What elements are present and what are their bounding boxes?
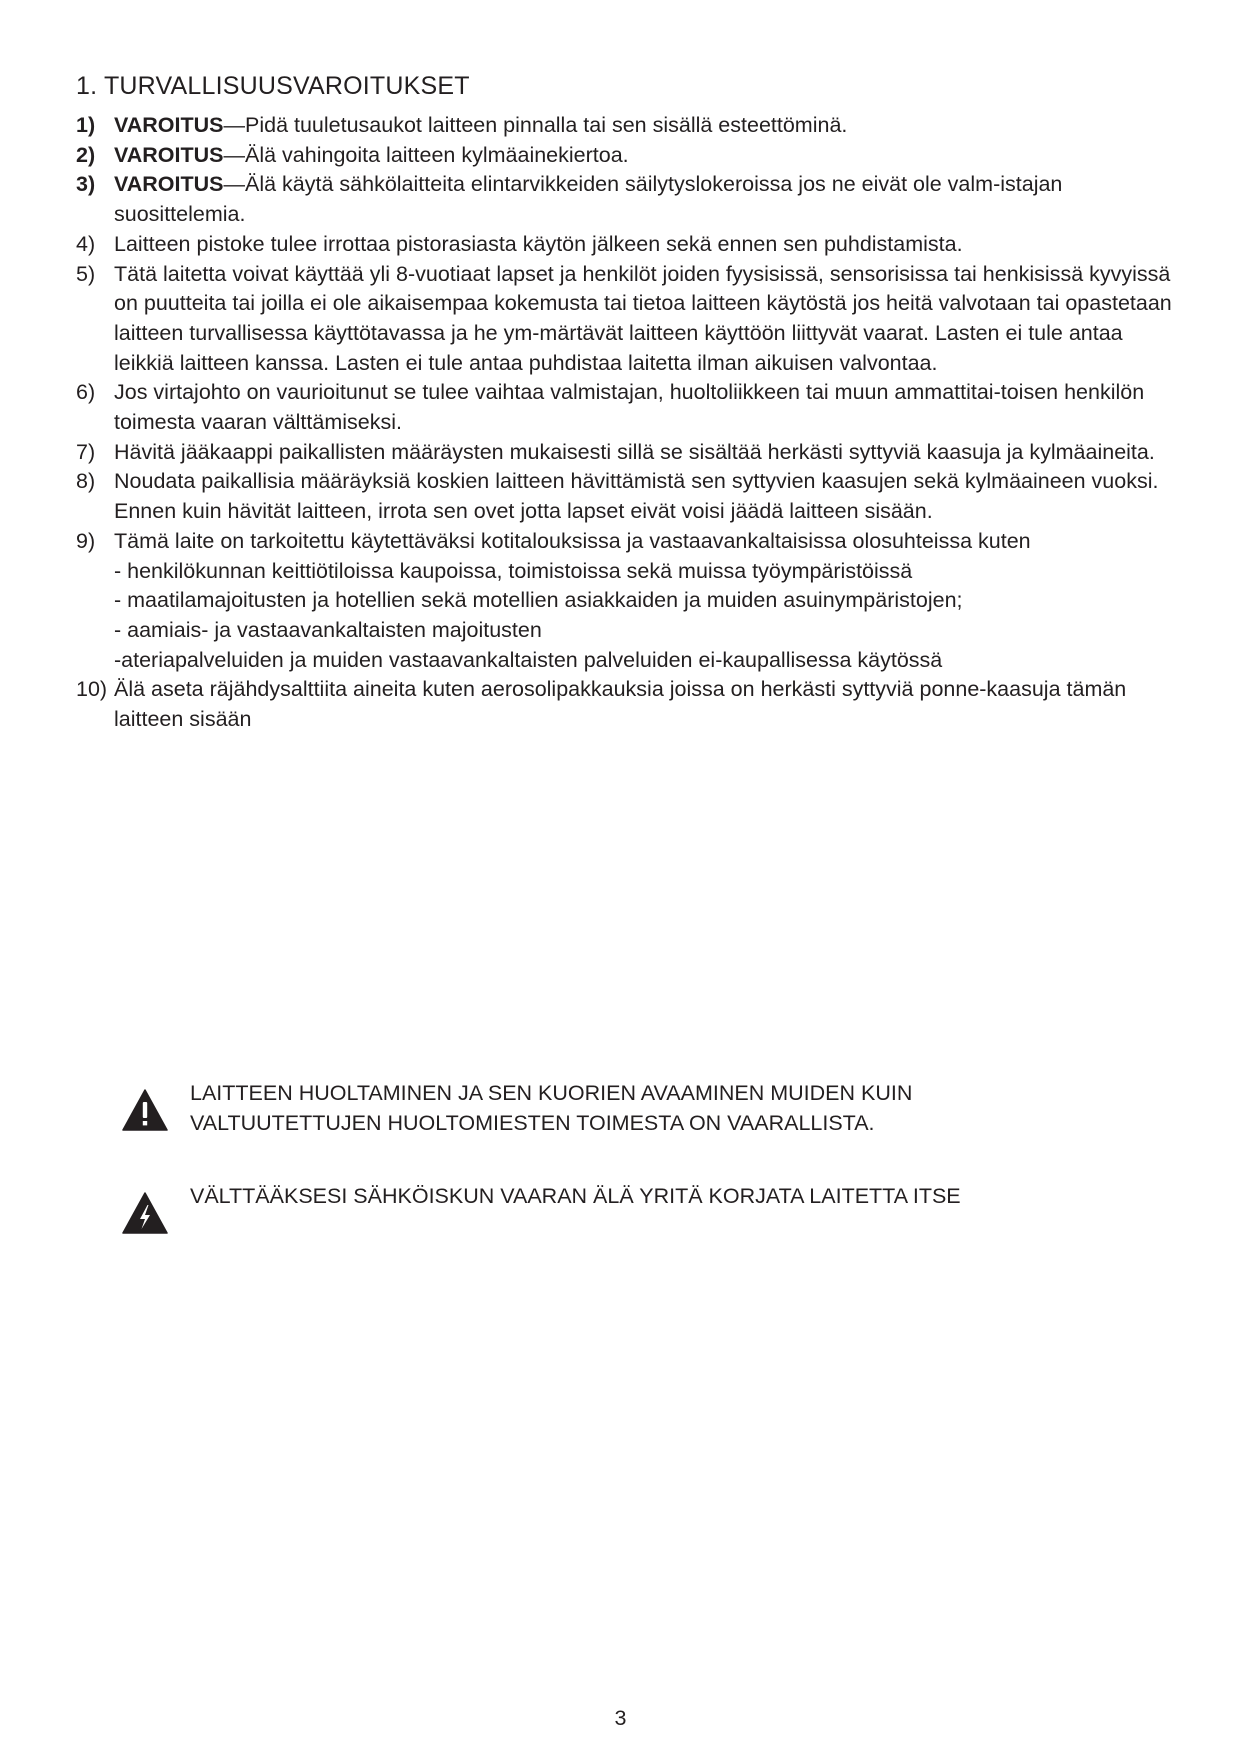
sub-item: - aamiais- ja vastaavankaltaisten majoitusten [114,617,542,642]
item-number: 5) [76,261,96,286]
item-text: Tätä laitetta voivat käyttää yli 8-vuotiaat lapset ja henkilöt joiden fyysisissä, sensorisissa tai henkisissä kyvyissä on puutteita tai joilla ei ole aikaisempaa kokemusta tai tietoa laitteen käytöstä jos heitä valvotaan tai opastetaan laitteen turvallisessa käyttötavassa ja he ym-märtävät laitteen käyttöön liittyvät vaarat. Lasten ei tule antaa leikkiä laitteen kanssa. Lasten ei tule antaa puhdistaa laitetta ilman aikuisen valvontaa. [114,261,1172,375]
list-item [76,260,1176,379]
item-text [114,141,1176,171]
sub-item: - henkilökunnan keittiötiloissa kaupoissa, toimistoissa sekä muissa työympäristöissä [114,558,913,583]
item-number: 1) [76,113,96,137]
page-number: 3 [614,1706,627,1730]
item-text: Hävitä jääkaappi paikallisten määräysten mukaisesti sillä se sisältää herkästi syttyviä kaasuja ja kylmäaineita. [114,439,1155,464]
item-number: 2) [76,142,96,167]
list-item [76,467,1176,526]
electric-shock-notice [122,1181,1122,1234]
electric-shock-warning-icon [122,1192,168,1234]
item-number: 9) [76,528,96,553]
sub-item: - maatilamajoitusten ja hotellien sekä motellien asiakkaiden ja muiden asuinympäristojen; [114,588,963,613]
warning-keyword: VAROITUS [114,172,224,197]
item-text [114,170,1176,229]
item-body: —Älä vahingoita laitteen kylmäainekiertoa. [223,142,629,167]
notice-line: LAITTEEN HUOLTAMINEN JA SEN KUORIEN AVAAMINEN MUIDEN KUIN [190,1081,913,1105]
item-number: 4) [76,231,96,256]
notice-line: VÄLTTÄÄKSESI SÄHKÖISKUN VAARAN ÄLÄ YRITÄ KORJATA LAITETTA ITSE [190,1184,961,1208]
list-item [76,438,1176,468]
notice-line: VALTUUTETTUJEN HUOLTOMIESTEN TOIMESTA ON VAARALLISTA. [190,1111,875,1135]
list-item [76,378,1176,437]
list-item [76,111,1176,141]
item-text [114,111,1176,141]
item-text [114,527,1176,676]
safety-warnings-list [76,111,1176,735]
item-number: 7) [76,439,96,464]
sub-item: -ateriapalveluiden ja muiden vastaavankaltaisten palveluiden ei-kaupallisessa käytössä [114,647,943,672]
warning-keyword: VAROITUS [114,113,224,137]
item-body: —Älä käytä sähkölaitteita elintarvikkeiden säilytyslokeroissa jos ne eivät ole valm-istajan suosittelemia. [114,172,1063,227]
list-item [76,675,1176,734]
notice-text [190,1078,912,1138]
item-text: Laitteen pistoke tulee irrottaa pistorasiasta käytön jälkeen sekä ennen sen puhdistamista. [114,231,963,256]
list-item [76,527,1176,676]
list-item [76,170,1176,229]
service-warning-notice [122,1078,1122,1138]
item-number: 8) [76,469,96,494]
page-title: 1. TURVALLISUUSVAROITUKSET [76,72,470,100]
item-text: Jos virtajohto on vaurioitunut se tulee vaihtaa valmistajan, huoltoliikkeen tai muun ammattitai-toisen henkilön toimesta vaaran välttämiseksi. [114,380,1145,435]
warning-keyword: VAROITUS [114,142,224,167]
item-body: Tämä laite on tarkoitettu käytettäväksi kotitalouksissa ja vastaavankaltaisissa olosuhteissa kuten [114,528,1031,553]
notice-text [190,1181,961,1211]
item-body: —Pidä tuuletusaukot laitteen pinnalla tai sen sisällä esteettöminä. [223,113,848,137]
item-number: 3) [76,172,96,197]
list-item [76,141,1176,171]
list-item [76,230,1176,260]
item-number: 10) [76,677,108,702]
warning-exclamation-icon [122,1089,168,1131]
item-number: 6) [76,380,96,405]
item-text: Älä aseta räjähdysalttiita aineita kuten aerosolipakkauksia joissa on herkästi syttyviä ponne-kaasuja tämän laitteen sisään [114,677,1127,732]
item-text: Noudata paikallisia määräyksiä koskien laitteen hävittämistä sen syttyvien kaasujen sekä kylmäaineen vuoksi. Ennen kuin hävität laitteen, irrota sen ovet jotta lapset eivät voisi jäädä laitteen sisään. [114,469,1159,524]
